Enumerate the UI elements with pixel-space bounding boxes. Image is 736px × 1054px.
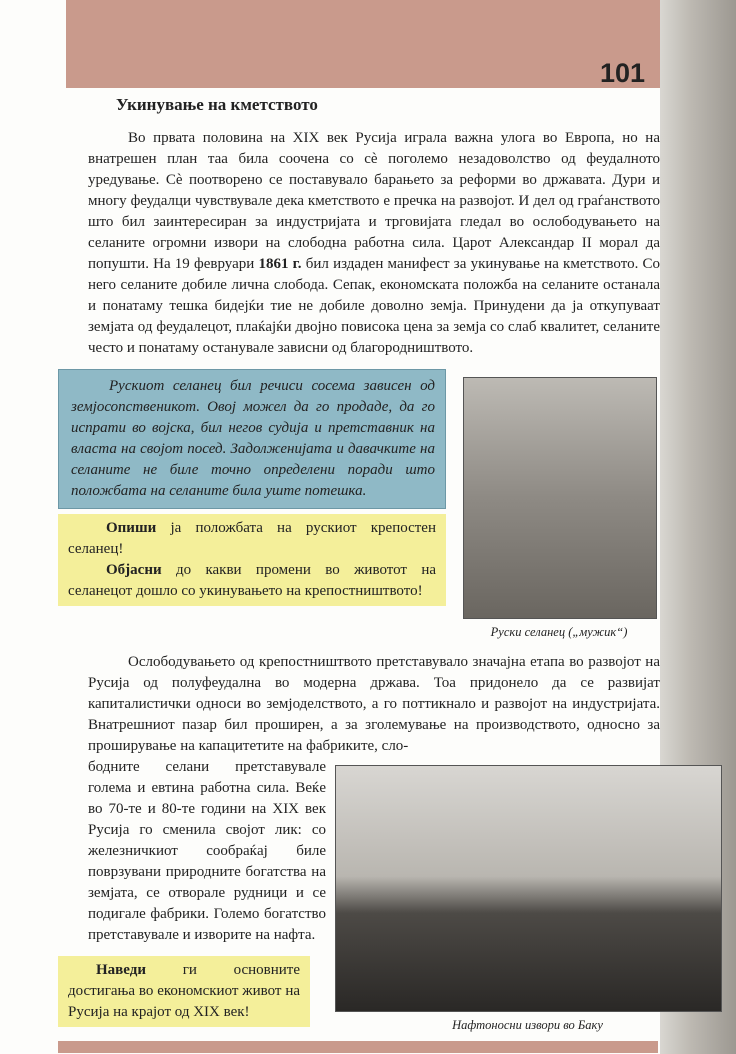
box-column <box>58 369 446 606</box>
task-keyword: Опиши <box>106 520 157 536</box>
task-box <box>58 514 446 606</box>
task-text: ја положбата на рускиот крепостен селанец! <box>68 520 436 557</box>
date-bold: 1861 г. <box>258 256 302 272</box>
caption-oil: Нафтоносни извори во Баку <box>452 1018 603 1032</box>
paragraph-continued: бодните селани претставувале голема и евтина работна сила. Веќе во 70-те и 80-те години на XIX век Русија го сменила својот лик: со железничкиот сообраќај биле поврзувани природните богатства на земјата, се отворале рудници и се подигале фабрики. Големо богатство претставувале и изворите на нафта. <box>88 759 326 943</box>
task-box <box>58 956 310 1027</box>
task-text: до какви промени во животот на селанецот дошло со укинувањето на крепостништвото! <box>68 562 436 599</box>
peasants-illustration <box>463 377 657 619</box>
bottom-column <box>58 757 326 1027</box>
paragraph-text: Ослободувањето од крепостништвото претставувало значајна етапа во развојот на Русија од полуфеудална во модерна држава. Тоа придонело да се развијат капиталистички односи во земјоделството, а го поттикнало и развојот на индустријата. Внатрешниот пазар бил проширен, а за зголемување на производството, односно за проширување на капацитетите на фабриките, сло- <box>88 654 660 754</box>
footer-band <box>58 1041 658 1053</box>
paragraph-text: бил издаден манифест за укинување на кметството. Со него селаните добиле лична слобода. Сепак, економската положба на селаните останала и понатаму тешка бидејќи тие не добиле доволно земја. Принудени да ја откупуваат земјата од феудалецот, плаќајќи двојно повисока цена за земја со слаб квалитет, селаните често и понатаму останувале зависни од благородништвото. <box>88 256 661 356</box>
section-title: Укинување на кметството <box>116 95 318 114</box>
bottom-row <box>58 757 660 1033</box>
figure-peasant <box>463 377 655 640</box>
task-text: ги основните достигања во економскиот живот на Русија на крајот од XIX век! <box>68 962 300 1020</box>
paragraph-abolition <box>88 128 660 359</box>
page-number: 101 <box>600 58 646 88</box>
task-keyword: Наведи <box>96 962 146 978</box>
quote-box <box>58 369 446 509</box>
quote-text: Рускиот селанец бил речиси сосема зависен од земјосопственикот. Овој можел да го продаде, да го испрати во војска, бил негов судија и претставник на власта на својот посед. Задолженијата и давачките на селаните не биле точно определени поради што положбата на селаните била уште потешка. <box>71 378 435 499</box>
page-content <box>58 0 660 1053</box>
box-row <box>58 369 660 640</box>
oil-wells-photo <box>335 765 722 1012</box>
paragraph-text: Во првата половина на XIX век Русија играла важна улога во Европа, но на внатрешен план таа била соочена со сè поголемо незадоволство од феудалното уредување. Сè поотворено се поставувало барањето за реформи во државата. Дури и многу феудалци чувствувале дека кметството е пречка на развојот. И дел од граѓанството што бил заинтересиран за индустријата и трговијата гледал во ослободувањето на селаните огромни извори на слободна работна сила. Царот Александар II морал да попушти. На 19 февруари <box>88 130 660 272</box>
paragraph-development <box>88 652 660 757</box>
figure-oil <box>335 765 720 1033</box>
caption-peasant: Руски селанец („мужик“) <box>490 625 628 639</box>
task-keyword: Објасни <box>106 562 162 578</box>
